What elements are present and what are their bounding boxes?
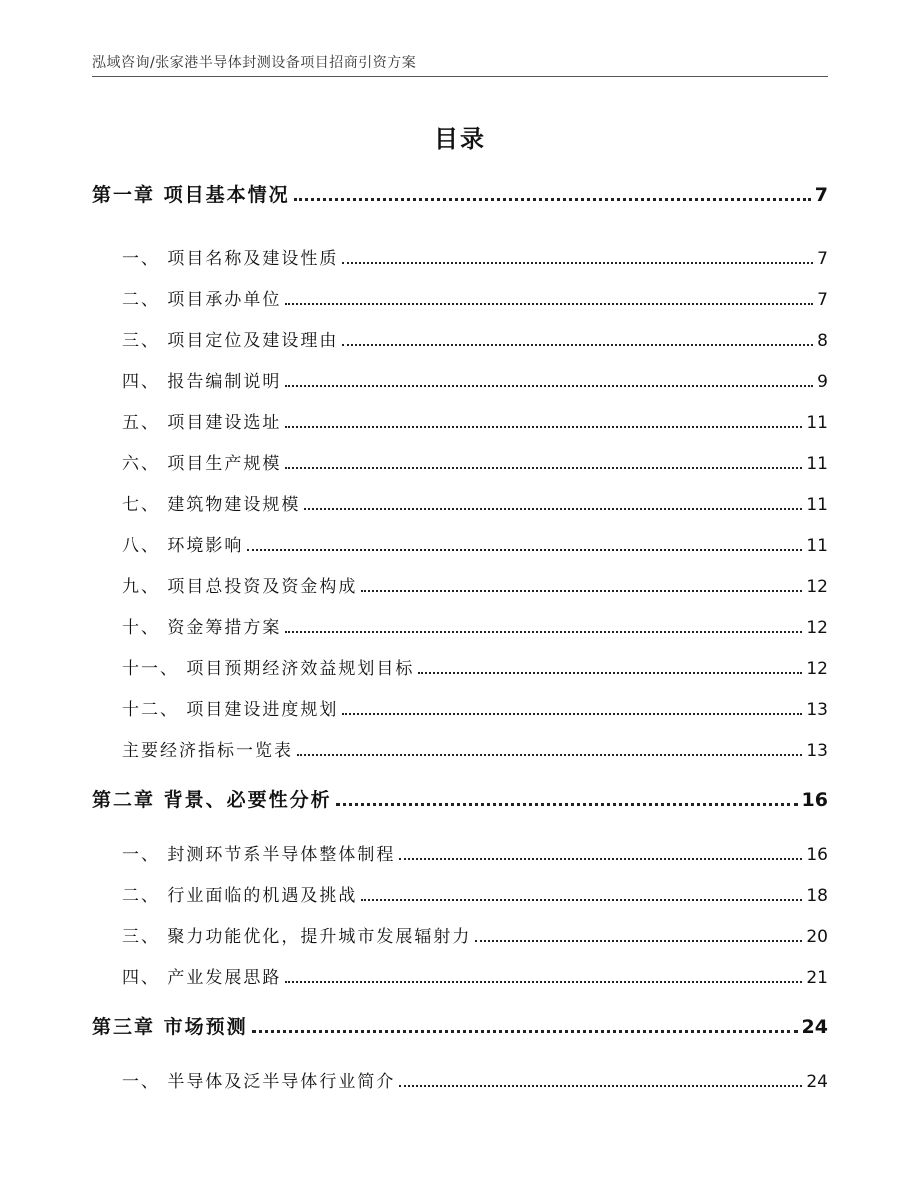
toc-entry-label: 二、 项目承办单位 <box>122 290 282 310</box>
toc-entry-page: 7 <box>817 249 828 269</box>
toc-dot-leader <box>399 858 802 860</box>
toc-dot-leader <box>342 344 813 346</box>
toc-entry[interactable] <box>92 180 828 207</box>
toc-entry-page: 24 <box>806 1072 828 1092</box>
toc-dot-leader <box>294 198 811 201</box>
toc-dot-leader <box>361 899 802 901</box>
toc-entry[interactable] <box>92 1012 828 1039</box>
toc-entry-page: 13 <box>806 741 828 761</box>
toc-entry[interactable] <box>92 531 828 556</box>
toc-entry-label: 一、 项目名称及建设性质 <box>122 249 339 269</box>
toc-entry[interactable] <box>92 449 828 474</box>
toc-dot-leader <box>285 385 813 387</box>
toc-entry-page: 12 <box>806 577 828 597</box>
toc-entry[interactable] <box>92 1067 828 1092</box>
toc-entry-page: 11 <box>806 454 828 474</box>
toc-entry[interactable] <box>92 367 828 392</box>
toc-entry-label: 四、 报告编制说明 <box>122 372 282 392</box>
toc-entry[interactable] <box>92 840 828 865</box>
toc-dot-leader <box>361 590 802 592</box>
toc-entry[interactable] <box>92 785 828 812</box>
toc-entry[interactable] <box>92 408 828 433</box>
toc-dot-leader <box>285 303 813 305</box>
toc-entry-label: 第一章 项目基本情况 <box>92 184 290 206</box>
toc-entry-label: 三、 聚力功能优化，提升城市发展辐射力 <box>122 927 472 947</box>
toc-entry[interactable] <box>92 613 828 638</box>
toc-entry-label: 七、 建筑物建设规模 <box>122 495 301 515</box>
toc-dot-leader <box>252 1030 798 1033</box>
toc-entry-page: 16 <box>806 845 828 865</box>
toc-entry-label: 一、 半导体及泛半导体行业简介 <box>122 1072 396 1092</box>
toc-entry[interactable] <box>92 654 828 679</box>
toc-entry[interactable] <box>92 572 828 597</box>
toc-dot-leader <box>304 508 802 510</box>
toc-entry-label: 第三章 市场预测 <box>92 1016 248 1038</box>
toc-entry-page: 16 <box>801 789 828 811</box>
toc-entry-label: 十一、 项目预期经济效益规划目标 <box>122 659 415 679</box>
toc-entry[interactable] <box>92 963 828 988</box>
toc-entry[interactable] <box>92 244 828 269</box>
toc-entry[interactable] <box>92 326 828 351</box>
toc-entry-label: 六、 项目生产规模 <box>122 454 282 474</box>
toc-entry[interactable] <box>92 285 828 310</box>
toc-entry-page: 13 <box>806 700 828 720</box>
toc-entry-page: 12 <box>806 618 828 638</box>
toc-entry-label: 八、 环境影响 <box>122 536 244 556</box>
toc-entry-label: 十、 资金筹措方案 <box>122 618 282 638</box>
toc-entry-label: 三、 项目定位及建设理由 <box>122 331 339 351</box>
toc-entry-label: 十二、 项目建设进度规划 <box>122 700 339 720</box>
toc-title: 目录 <box>434 125 486 153</box>
toc-entry[interactable] <box>92 695 828 720</box>
toc-entry-page: 11 <box>806 536 828 556</box>
toc-entry-page: 11 <box>806 495 828 515</box>
toc-entry-page: 21 <box>806 968 828 988</box>
toc-dot-leader <box>247 549 802 551</box>
toc-dot-leader <box>336 803 798 806</box>
toc-dot-leader <box>285 426 802 428</box>
toc-entry-page: 9 <box>817 372 828 392</box>
toc-entry-label: 五、 项目建设选址 <box>122 413 282 433</box>
page-header: 泓域咨询/张家港半导体封测设备项目招商引资方案 <box>92 55 417 71</box>
toc-entry-label: 一、 封测环节系半导体整体制程 <box>122 845 396 865</box>
toc-entry-page: 7 <box>817 290 828 310</box>
toc-dot-leader <box>285 467 802 469</box>
toc-entry-page: 11 <box>806 413 828 433</box>
toc-dot-leader <box>475 940 802 942</box>
toc-dot-leader <box>342 262 813 264</box>
toc-dot-leader <box>285 981 802 983</box>
toc-dot-leader <box>285 631 802 633</box>
toc-entry-page: 8 <box>817 331 828 351</box>
toc-entry-label: 主要经济指标一览表 <box>122 741 293 761</box>
toc-entry-page: 7 <box>814 184 828 206</box>
toc-entry[interactable] <box>92 736 828 761</box>
toc-dot-leader <box>399 1085 802 1087</box>
toc-dot-leader <box>297 754 802 756</box>
toc-entry-page: 20 <box>806 927 828 947</box>
toc-entry-label: 四、 产业发展思路 <box>122 968 282 988</box>
toc-entry-label: 第二章 背景、必要性分析 <box>92 789 332 811</box>
toc-entry[interactable] <box>92 922 828 947</box>
toc-entry-page: 12 <box>806 659 828 679</box>
toc-entry-page: 18 <box>806 886 828 906</box>
toc-entry-page: 24 <box>801 1016 828 1038</box>
header-divider <box>92 76 828 77</box>
toc-dot-leader <box>342 713 802 715</box>
toc-entry-label: 九、 项目总投资及资金构成 <box>122 577 358 597</box>
toc-entry[interactable] <box>92 881 828 906</box>
toc-entry[interactable] <box>92 490 828 515</box>
toc-dot-leader <box>418 672 802 674</box>
toc-entry-label: 二、 行业面临的机遇及挑战 <box>122 886 358 906</box>
